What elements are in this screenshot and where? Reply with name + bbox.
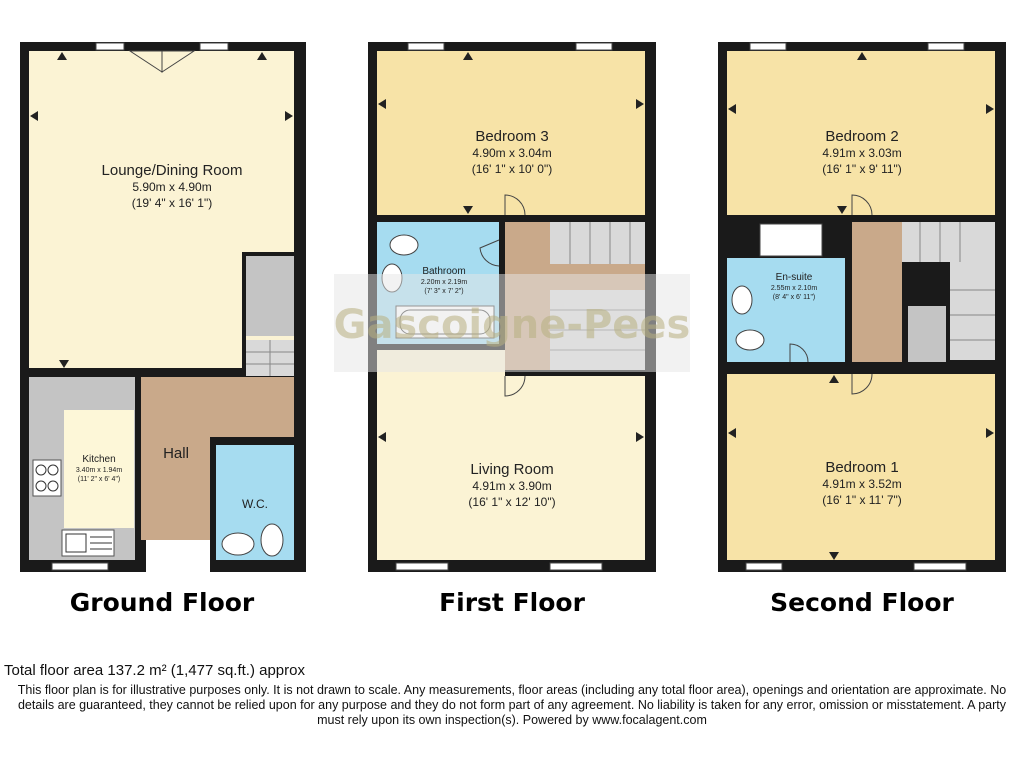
bedroom-1-imperial: (16' 1" x 11' 7") [822, 493, 902, 507]
second-floor-plan [718, 42, 1006, 617]
bedroom-3-imperial: (16' 1" x 10' 0") [471, 162, 553, 176]
bedroom-2-name: Bedroom 2 [825, 128, 899, 145]
window [550, 563, 602, 570]
bedroom-3-name: Bedroom 3 [475, 128, 549, 145]
living-room-metric: 4.91m x 3.90m [472, 479, 552, 493]
watermark-text: Gascoigne-Pees [333, 302, 691, 348]
bedroom-1-metric: 4.91m x 3.52m [822, 477, 902, 491]
disclaimer-text: This floor plan is for illustrative purposes only. It is not drawn to scale. Any measurements, floor areas (including any total floor area), openings and orientation are approximate. No details are guaranteed, they cannot be relied upon for any purpose and they do not form part of any agreement. No liability is taken for any error, omission or misstatement. A party must rely upon its own inspection(s). Powered by www.focalagent.com [17, 683, 1007, 727]
storage-cupboard [908, 306, 946, 362]
stairs [550, 222, 645, 264]
lounge-imperial: (19' 4" x 16' 1") [131, 196, 213, 210]
toilet-icon [736, 330, 764, 350]
toilet-icon [390, 235, 418, 255]
living-room-room [377, 350, 505, 560]
window [396, 563, 448, 570]
bathroom-name: Bathroom [422, 266, 466, 277]
window [928, 43, 964, 50]
kitchen-metric: 3.40m x 1.94m [75, 467, 123, 474]
window [914, 563, 966, 570]
bedroom-2-metric: 4.91m x 3.03m [822, 146, 902, 160]
ensuite-name: En-suite [775, 272, 813, 283]
window [200, 43, 228, 50]
living-room-imperial: (16' 1" x 12' 10") [468, 495, 556, 509]
window [408, 43, 444, 50]
window [52, 563, 108, 570]
hall-room [141, 377, 294, 437]
window [576, 43, 612, 50]
shower-icon [760, 224, 822, 256]
stairs [950, 262, 995, 360]
window [750, 43, 786, 50]
bedroom-3-metric: 4.90m x 3.04m [472, 146, 552, 160]
ground-floor-plan [20, 42, 306, 617]
living-room-name: Living Room [470, 461, 554, 478]
bathroom-metric: 2.20m x 2.19m [420, 279, 468, 286]
landing [852, 222, 902, 368]
ground-floor-label: Ground Floor [69, 588, 255, 617]
stairs [902, 222, 995, 262]
basin-icon [732, 286, 752, 314]
bathroom-imperial: (7' 3" x 7' 2") [424, 288, 464, 295]
hob-icon [33, 460, 61, 496]
hall-name: Hall [163, 445, 189, 462]
storage-cupboard [246, 256, 294, 336]
total-floor-area: Total floor area 137.2 m² (1,477 sq.ft.) approx [4, 662, 305, 679]
kitchen-imperial: (11' 2" x 6' 4") [77, 476, 121, 483]
lounge-name: Lounge/Dining Room [101, 162, 243, 179]
bedroom-1-name: Bedroom 1 [825, 459, 899, 476]
toilet-icon [261, 524, 283, 556]
window [746, 563, 782, 570]
ensuite-imperial: (8' 4" x 6' 11") [772, 294, 816, 301]
first-floor-label: First Floor [439, 588, 585, 617]
window [96, 43, 124, 50]
lounge-metric: 5.90m x 4.90m [132, 180, 212, 194]
wc-name: W.C. [242, 497, 268, 511]
kitchen-name: Kitchen [82, 454, 116, 465]
second-floor-label: Second Floor [770, 588, 954, 617]
ensuite-metric: 2.55m x 2.10m [770, 285, 818, 292]
first-floor-plan [334, 42, 691, 617]
basin-icon [222, 533, 254, 555]
bedroom-2-imperial: (16' 1" x 9' 11") [822, 162, 902, 176]
